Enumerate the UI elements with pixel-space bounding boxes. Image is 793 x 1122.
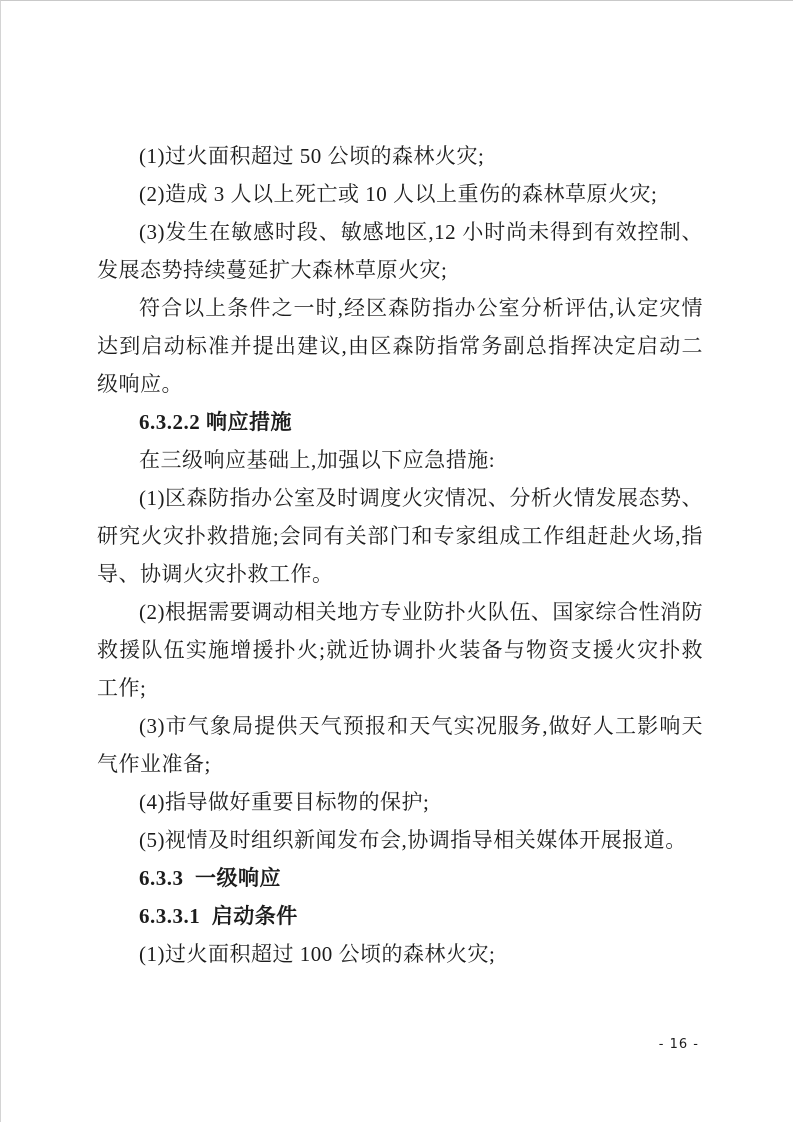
paragraph: (1)过火面积超过 100 公顷的森林火灾;	[139, 942, 496, 966]
paragraph: (3)发生在敏感时段、敏感地区,12 小时尚未得到有效控制、发展态势持续蔓延扩大森林草原火灾;	[97, 220, 703, 282]
paragraph: (5)视情及时组织新闻发布会,协调指导相关媒体开展报道。	[139, 828, 687, 852]
paragraph: (1)过火面积超过 50 公顷的森林火灾;	[139, 144, 485, 168]
paragraph: (2)造成 3 人以上死亡或 10 人以上重伤的森林草原火灾;	[139, 182, 658, 206]
paragraph: (3)市气象局提供天气预报和天气实况服务,做好人工影响天气作业准备;	[97, 714, 703, 776]
paragraph: (4)指导做好重要目标物的保护;	[139, 790, 430, 814]
paragraph: (2)根据需要调动相关地方专业防扑火队伍、国家综合性消防救援队伍实施增援扑火;就近协调扑火装备与物资支援火灾扑救工作;	[97, 600, 703, 700]
paragraph: 在三级响应基础上,加强以下应急措施:	[139, 448, 496, 472]
section-heading: 6.3.2.2 响应措施	[139, 410, 292, 434]
document-body	[97, 137, 703, 973]
page-number: - 16 -	[658, 1037, 699, 1052]
section-heading: 6.3.3 一级响应	[139, 866, 281, 890]
section-heading: 6.3.3.1 启动条件	[139, 904, 298, 928]
paragraph: (1)区森防指办公室及时调度火灾情况、分析火情发展态势、研究火灾扑救措施;会同有关部门和专家组成工作组赶赴火场,指导、协调火灾扑救工作。	[97, 486, 703, 586]
paragraph: 符合以上条件之一时,经区森防指办公室分析评估,认定灾情达到启动标准并提出建议,由区森防指常务副总指挥决定启动二级响应。	[97, 296, 703, 396]
